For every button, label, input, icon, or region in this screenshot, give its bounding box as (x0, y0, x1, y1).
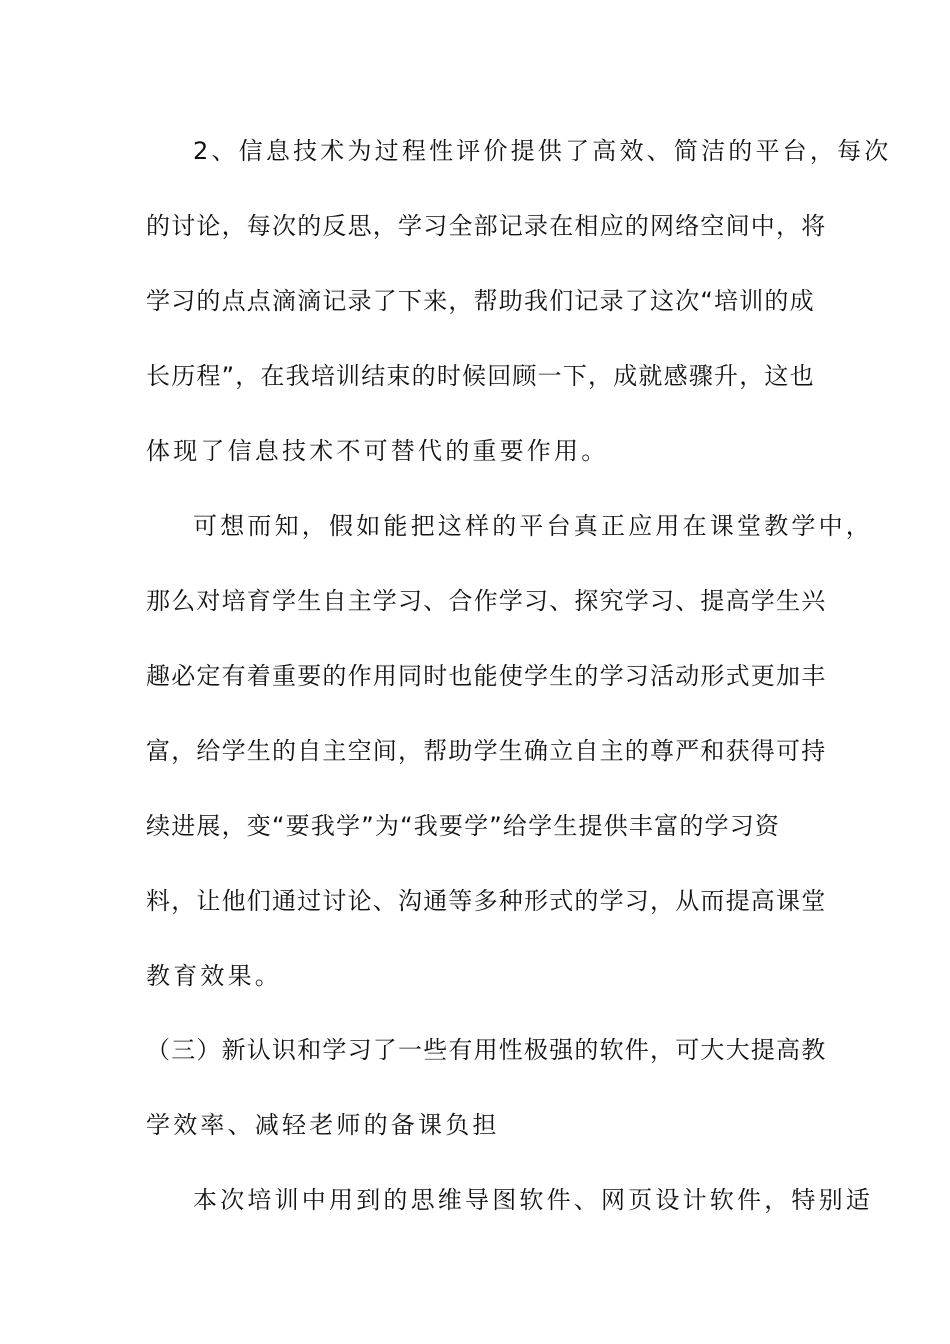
paragraph-line: 长历程”，在我培训结束的时候回顾一下，成就感骤升，这也 (146, 362, 815, 390)
paragraph-line: 料，让他们通过讨论、沟通等多种形式的学习，从而提高课堂 (146, 887, 827, 915)
paragraph-line: 那么对培育学生自主学习、合作学习、探究学习、提高学生兴 (146, 587, 827, 615)
paragraph-line: 教育效果。 (146, 962, 282, 990)
paragraph-line: 体现了信息技术不可替代的重要作用。 (146, 437, 609, 465)
paragraph-line: 的讨论，每次的反思，学习全部记录在相应的网络空间中，将 (146, 212, 827, 240)
paragraph-line: 趣必定有着重要的作用同时也能使学生的学习活动形式更加丰 (146, 662, 827, 690)
paragraph-line: 本次培训中用到的思维导图软件、网页设计软件，特别适 (193, 1186, 873, 1214)
paragraph-line: 2、信息技术为过程性评价提供了高效、简洁的平台，每次 (193, 137, 892, 165)
section-heading-line: 学效率、减轻老师的备课负担 (146, 1111, 500, 1139)
paragraph-line: 可想而知，假如能把这样的平台真正应用在课堂教学中， (193, 512, 873, 540)
paragraph-line: 学习的点点滴滴记录了下来，帮助我们记录了这次“培训的成 (146, 287, 815, 315)
paragraph-line: 富，给学生的自主空间，帮助学生确立自主的尊严和获得可持 (146, 737, 827, 765)
section-heading-line: （三）新认识和学习了一些有用性极强的软件，可大大提高教 (146, 1036, 827, 1064)
paragraph-line: 续进展，变“要我学”为“我要学”给学生提供丰富的学习资 (146, 812, 781, 840)
